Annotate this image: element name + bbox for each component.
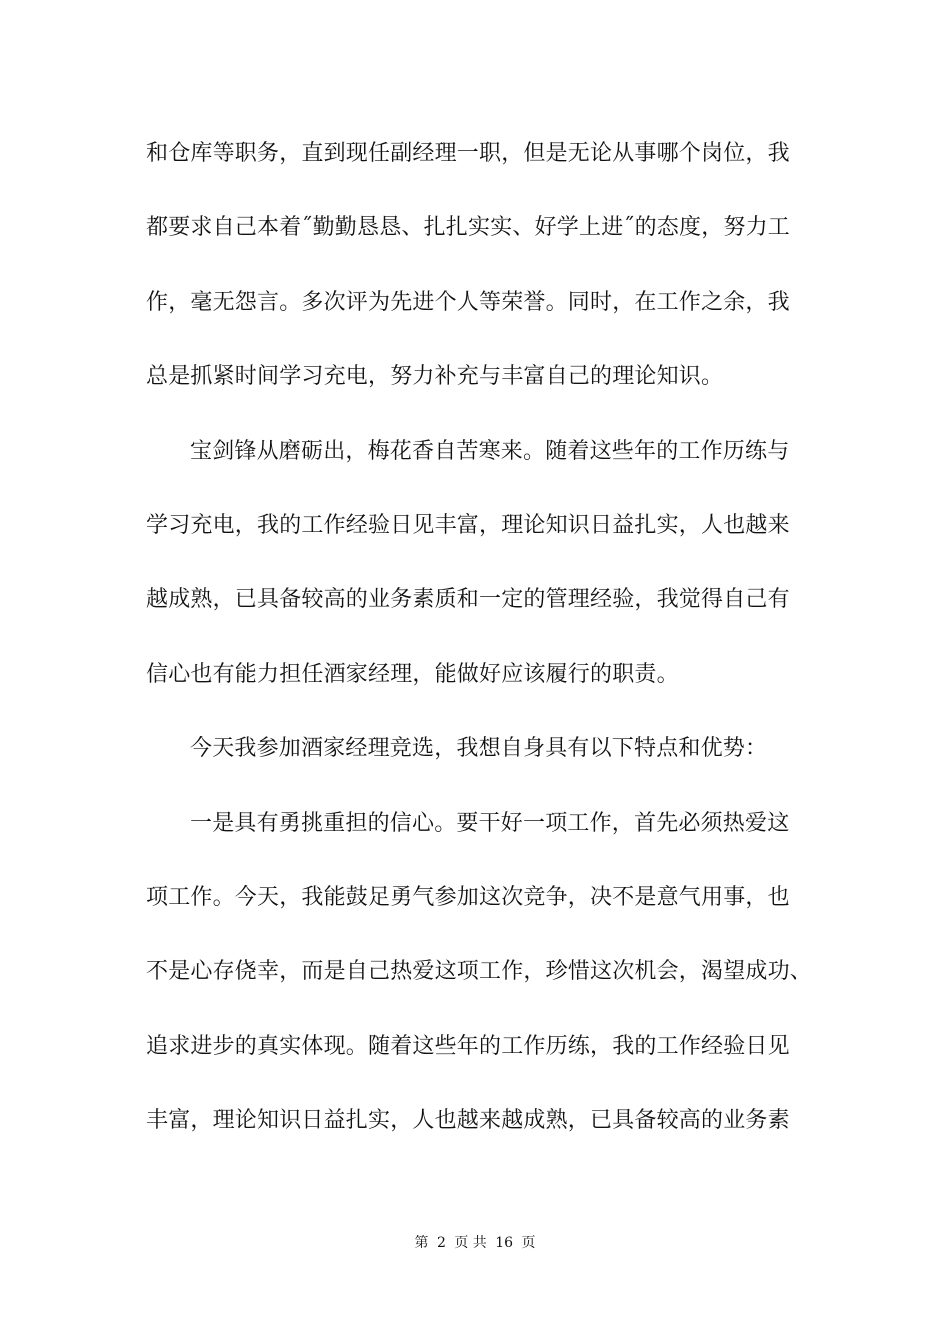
page-prefix: 第	[414, 1235, 429, 1251]
current-page-number: 2	[436, 1235, 446, 1251]
text-line: 丰富，理论知识日益扎实，人也越来越成熟，已具备较高的业务素	[146, 1108, 790, 1134]
text-line: 不是心存侥幸，而是自己热爱这项工作，珍惜这次机会，渴望成功、	[146, 959, 813, 985]
text-line: 学习充电，我的工作经验日见丰富，理论知识日益扎实，人也越来	[146, 512, 790, 538]
page-suffix: 页	[521, 1235, 536, 1251]
paragraph-start-line: 今天我参加酒家经理竞选，我想自身具有以下特点和优势：	[190, 736, 768, 762]
text-line: 都要求自己本着˝勤勤恳恳、扎扎实实、好学上进˝的态度，努力工	[146, 215, 791, 241]
text-line: 追求进步的真实体现。随着这些年的工作历练，我的工作经验日见	[146, 1033, 790, 1059]
page-footer	[0, 1232, 950, 1252]
text-line: 总是抓紧时间学习充电，努力补充与丰富自己的理论知识。	[146, 364, 724, 390]
body-text	[146, 132, 826, 1173]
paragraph-start-line: 宝剑锋从磨砺出，梅花香自苦寒来。随着这些年的工作历练与	[190, 438, 790, 464]
text-line: 作，毫无怨言。多次评为先进个人等荣誉。同时，在工作之余，我	[146, 289, 790, 315]
text-line: 项工作。今天，我能鼓足勇气参加这次竞争，决不是意气用事，也	[146, 884, 790, 910]
paragraph-start-line: 一是具有勇挑重担的信心。要干好一项工作，首先必须热爱这	[190, 810, 790, 836]
total-pages-number: 16	[495, 1235, 514, 1251]
text-line: 信心也有能力担任酒家经理，能做好应该履行的职责。	[146, 661, 679, 687]
page-mid-text: 页 共	[454, 1235, 487, 1251]
text-line: 越成熟，已具备较高的业务素质和一定的管理经验，我觉得自己有	[146, 587, 790, 613]
text-line: 和仓库等职务，直到现任副经理一职，但是无论从事哪个岗位，我	[146, 141, 790, 166]
